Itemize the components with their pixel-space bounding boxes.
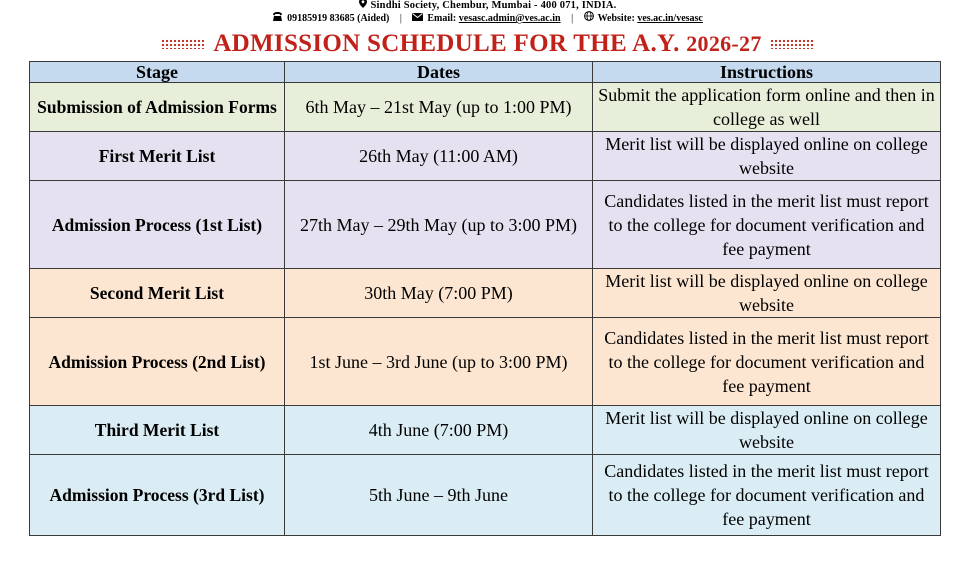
instructions-cell: Merit list will be displayed online on college website — [593, 132, 941, 181]
instructions-cell: Merit list will be displayed online on college website — [593, 406, 941, 455]
instructions-cell: Candidates listed in the merit list must report to the college for document verification and fee payment — [593, 181, 941, 269]
title-main: ADMISSION SCHEDULE FOR THE A.Y. — [213, 30, 680, 57]
website-link[interactable]: ves.ac.in/vesasc — [637, 13, 703, 24]
table-row — [30, 269, 941, 318]
table-row — [30, 318, 941, 406]
dotted-ornament-left — [161, 39, 205, 49]
separator: | — [399, 13, 402, 24]
table-row — [30, 181, 941, 269]
email-link[interactable]: vesasc.admin@ves.ac.in — [458, 13, 561, 24]
stage-cell: Admission Process (3rd List) — [30, 455, 285, 536]
globe-icon — [584, 11, 594, 24]
address-text: Sindhi Society, Chembur, Mumbai - 400 071, INDIA. — [370, 0, 617, 11]
website-label: Website: — [597, 13, 635, 24]
instructions-cell: Merit list will be displayed online on college website — [593, 269, 941, 318]
instructions-cell: Candidates listed in the merit list must report to the college for document verification and fee payment — [593, 455, 941, 536]
title-row — [0, 30, 975, 58]
stage-cell: Second Merit List — [30, 269, 285, 318]
table-row — [30, 83, 941, 132]
page-title — [213, 30, 761, 58]
table-row — [30, 406, 941, 455]
dates-cell: 4th June (7:00 PM) — [285, 406, 593, 455]
email-label: Email: — [427, 13, 457, 24]
stage-cell: Third Merit List — [30, 406, 285, 455]
contact-line — [0, 11, 975, 24]
email-icon — [412, 13, 423, 24]
separator: | — [571, 13, 574, 24]
dotted-ornament-right — [770, 39, 814, 49]
dates-cell: 26th May (11:00 AM) — [285, 132, 593, 181]
instructions-cell: Submit the application form online and then in college as well — [593, 83, 941, 132]
admission-schedule-table — [29, 61, 941, 536]
dates-cell: 27th May – 29th May (up to 3:00 PM) — [285, 181, 593, 269]
column-header-stage: Stage — [30, 62, 285, 83]
table-row — [30, 132, 941, 181]
stage-cell: Submission of Admission Forms — [30, 83, 285, 132]
phone-text: 09185919 83685 (Aided) — [287, 13, 390, 24]
table-header-row — [30, 62, 941, 83]
location-pin-icon — [359, 0, 367, 11]
title-year: 2026-27 — [686, 31, 762, 56]
dates-cell: 1st June – 3rd June (up to 3:00 PM) — [285, 318, 593, 406]
dates-cell: 30th May (7:00 PM) — [285, 269, 593, 318]
dates-cell: 6th May – 21st May (up to 1:00 PM) — [285, 83, 593, 132]
column-header-dates: Dates — [285, 62, 593, 83]
phone-icon — [272, 12, 283, 24]
stage-cell: Admission Process (2nd List) — [30, 318, 285, 406]
dates-cell: 5th June – 9th June — [285, 455, 593, 536]
table-row — [30, 455, 941, 536]
address-line — [0, 0, 975, 11]
letterhead — [0, 0, 975, 60]
stage-cell: Admission Process (1st List) — [30, 181, 285, 269]
column-header-instructions: Instructions — [593, 62, 941, 83]
instructions-cell: Candidates listed in the merit list must report to the college for document verification and fee payment — [593, 318, 941, 406]
stage-cell: First Merit List — [30, 132, 285, 181]
